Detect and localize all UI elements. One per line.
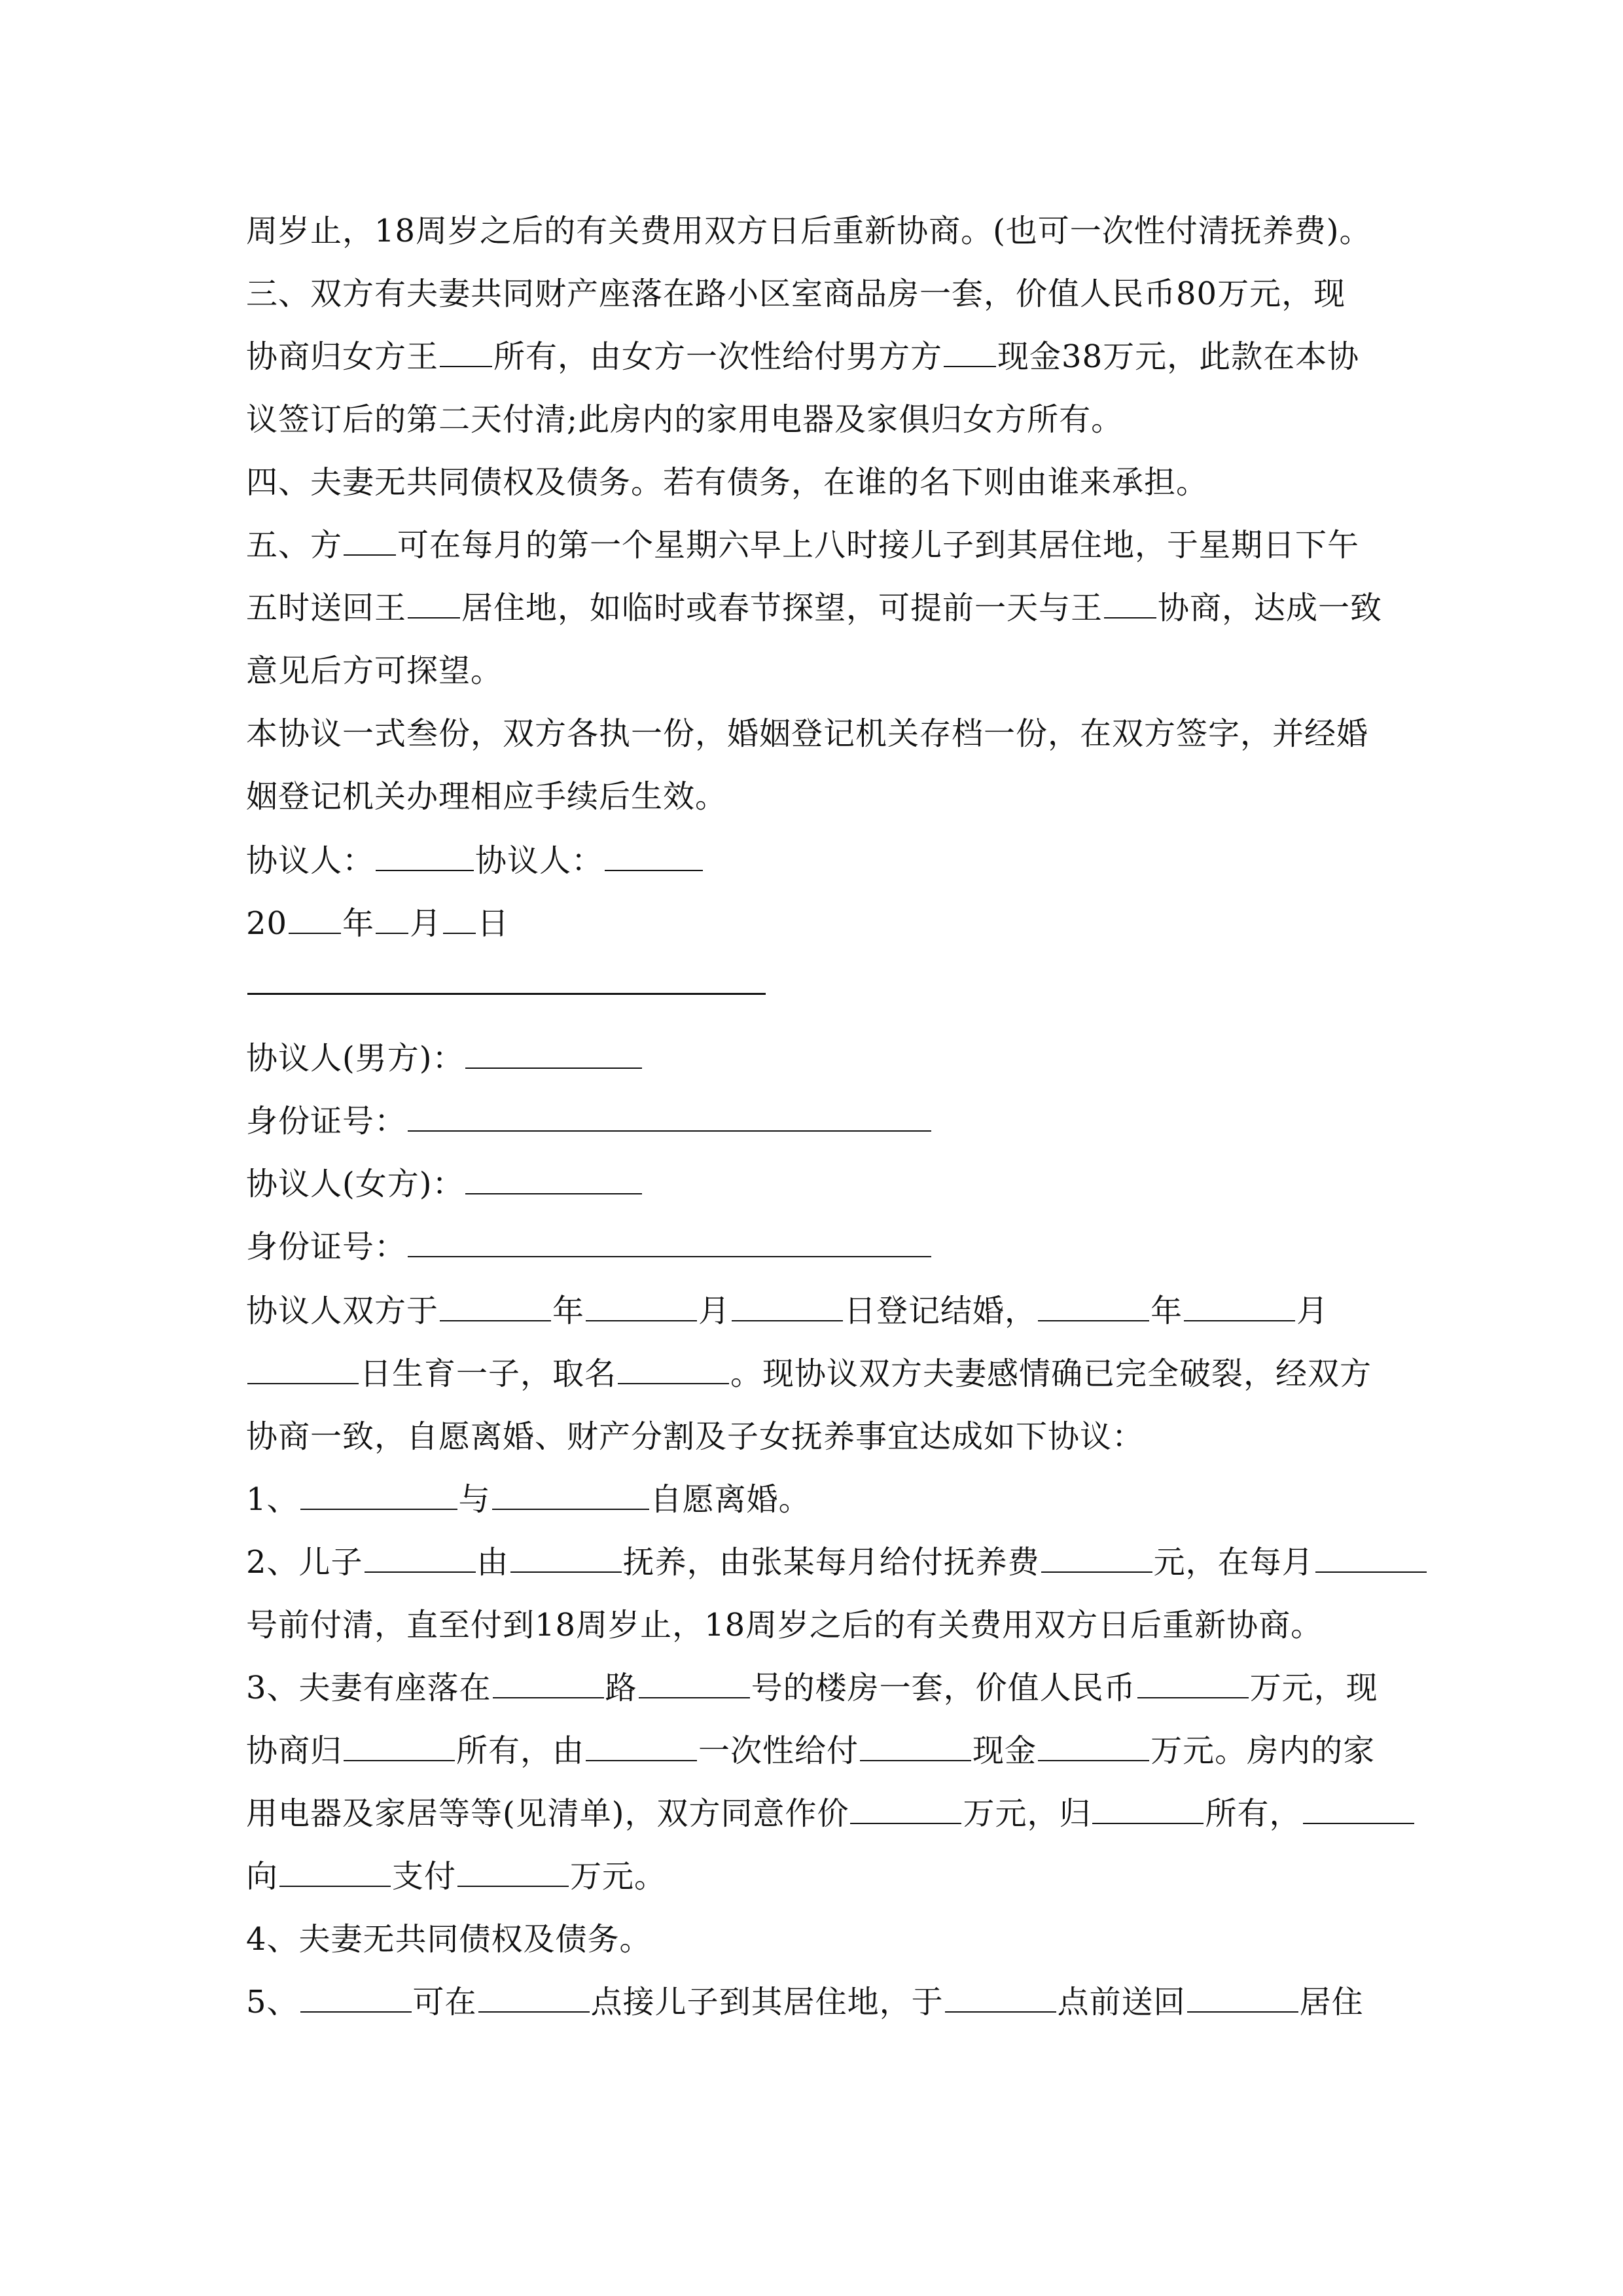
text-segment: 现金38万元，此款在本协 — [997, 338, 1360, 375]
text-segment: 年 — [1150, 1293, 1183, 1329]
text-line — [246, 450, 1385, 514]
blank-underline — [300, 1471, 457, 1510]
blank-underline — [510, 1534, 622, 1573]
blank-underline — [1041, 1534, 1152, 1573]
blank-underline — [1187, 1973, 1298, 2013]
text-line — [246, 1593, 1385, 1657]
text-line — [246, 1844, 1385, 1909]
text-segment: 路 — [605, 1670, 637, 1706]
blank-underline — [1303, 1785, 1414, 1824]
text-segment: 日登记结婚， — [844, 1293, 1037, 1329]
text-line — [246, 1719, 1385, 1783]
id-number-blank — [408, 1218, 931, 1257]
blank-underline — [639, 1659, 750, 1698]
text-segment: 自愿离婚。 — [650, 1481, 811, 1518]
text-segment: 支付 — [392, 1858, 457, 1895]
id-label: 身份证号： — [246, 1229, 407, 1265]
party-b-label: 协议人： — [475, 842, 604, 879]
blank-underline — [586, 1282, 697, 1321]
text-line — [246, 1782, 1385, 1846]
text-segment: 号的楼房一套，价值人民币 — [751, 1670, 1136, 1706]
text-segment: 姻登记机关办理相应手续后生效。 — [246, 778, 728, 815]
text-line — [246, 1342, 1385, 1406]
text-segment: 日生育一子，取名 — [360, 1355, 617, 1392]
text-segment: 可在每月的第一个星期六早上八时接儿子到其居住地，于星期日下午 — [397, 527, 1360, 564]
text-line — [246, 1907, 1385, 1971]
text-segment: 向 — [246, 1858, 279, 1895]
text-line — [246, 1656, 1385, 1720]
text-segment: 5、 — [246, 1984, 299, 2020]
text-segment: 协商归女方王 — [246, 338, 439, 375]
text-segment: 现金 — [972, 1732, 1037, 1769]
text-line — [246, 702, 1385, 766]
text-segment: 居住地，如临时或春节探望，可提前一天与王 — [461, 590, 1103, 626]
text-segment: 。现协议双方夫妻感情确已完全破裂，经双方 — [730, 1355, 1372, 1392]
male-party-label: 协议人(男方)： — [246, 1040, 465, 1077]
text-segment: 与 — [458, 1481, 491, 1518]
text-segment: 协商一致，自愿离婚、财产分割及子女抚养事宜达成如下协议： — [246, 1418, 1145, 1455]
blank-underline — [478, 1973, 590, 2013]
text-segment: 协议人双方于 — [246, 1293, 439, 1329]
blank-underline — [1038, 1282, 1149, 1321]
text-segment: 用电器及家居等等(见清单)，双方同意作价 — [246, 1795, 849, 1832]
blank-underline — [247, 1345, 359, 1384]
text-line — [246, 1467, 1385, 1532]
signature-line — [246, 829, 1385, 893]
blank-underline — [1137, 1659, 1249, 1698]
blank-underline — [440, 1282, 551, 1321]
blank-underline — [1038, 1722, 1149, 1761]
text-segment: 议签订后的第二天付清;此房内的家用电器及家俱归女方所有。 — [246, 401, 1124, 438]
text-segment: 月 — [1296, 1293, 1329, 1329]
female-party-line — [246, 1152, 1385, 1216]
blank-underline — [440, 328, 492, 367]
text-line — [246, 513, 1385, 577]
blank-underline — [1184, 1282, 1295, 1321]
blank-underline — [344, 1722, 455, 1761]
blank-underline — [850, 1785, 961, 1824]
text-segment: 1、 — [246, 1481, 299, 1518]
date-line — [246, 891, 1385, 956]
id-line-female — [246, 1215, 1385, 1279]
text-segment: 协商归 — [246, 1732, 343, 1769]
blank-underline — [344, 516, 396, 556]
id-number-blank — [408, 1092, 931, 1132]
text-segment: 周岁止，18周岁之后的有关费用双方日后重新协商。(也可一次性付清抚养费)。 — [246, 213, 1372, 249]
text-segment: 本协议一式叁份，双方各执一份，婚姻登记机关存档一份，在双方签字，并经婚 — [246, 715, 1369, 752]
text-segment: 所有， — [1205, 1795, 1302, 1832]
text-line — [246, 764, 1385, 829]
text-line — [246, 387, 1385, 452]
blank-underline — [1092, 1785, 1204, 1824]
text-segment: 万元。房内的家 — [1150, 1732, 1376, 1769]
text-segment: 点接儿子到其居住地，于 — [590, 1984, 944, 2020]
blank-underline — [408, 579, 460, 619]
text-line — [246, 1405, 1385, 1469]
blank-underline — [618, 1345, 729, 1384]
blank-underline — [860, 1722, 971, 1761]
blank-underline — [1104, 579, 1156, 619]
text-segment: 月 — [698, 1293, 731, 1329]
text-segment: 五、方 — [246, 527, 343, 564]
month-blank — [376, 895, 408, 934]
text-segment: 居住 — [1299, 1984, 1364, 2020]
text-segment: 万元，现 — [1249, 1670, 1378, 1706]
text-segment: 抚养，由张某每月给付抚养费 — [622, 1544, 1040, 1581]
blank-underline — [732, 1282, 843, 1321]
text-segment: 五时送回王 — [246, 590, 407, 626]
text-line — [246, 1530, 1385, 1594]
text-line — [246, 325, 1385, 389]
section-divider — [247, 993, 766, 995]
day-blank — [443, 895, 476, 934]
text-line — [246, 262, 1385, 326]
blank-underline — [365, 1534, 476, 1573]
text-segment: 可在 — [412, 1984, 477, 2020]
text-line — [246, 576, 1385, 640]
blank-underline — [944, 328, 996, 367]
date-month-label: 月 — [410, 905, 442, 942]
text-line — [246, 199, 1385, 263]
signature-blank-b — [605, 832, 703, 871]
text-segment: 一次性给付 — [698, 1732, 859, 1769]
signature-blank-a — [376, 832, 474, 871]
female-party-label: 协议人(女方)： — [246, 1166, 465, 1202]
blank-underline — [586, 1722, 697, 1761]
female-name-blank — [465, 1155, 642, 1194]
year-blank — [289, 895, 341, 934]
text-segment: 协商，达成一致 — [1158, 590, 1383, 626]
party-a-label: 协议人： — [246, 842, 375, 879]
text-line — [246, 639, 1385, 703]
male-name-blank — [465, 1030, 642, 1069]
blank-underline — [457, 1848, 569, 1887]
text-segment: 由 — [476, 1544, 509, 1581]
text-segment: 万元，归 — [963, 1795, 1092, 1832]
text-segment: 四、夫妻无共同债权及债务。若有债务，在谁的名下则由谁来承担。 — [246, 464, 1209, 501]
blank-underline — [492, 1471, 649, 1510]
blank-underline — [945, 1973, 1056, 2013]
text-segment: 意见后方可探望。 — [246, 653, 503, 689]
blank-underline — [300, 1973, 412, 2013]
blank-underline — [493, 1659, 604, 1698]
text-line — [246, 1970, 1385, 2034]
text-segment: 4、夫妻无共同债权及债务。 — [246, 1921, 652, 1958]
id-line-male — [246, 1089, 1385, 1153]
text-segment: 所有，由 — [456, 1732, 585, 1769]
text-line — [246, 1279, 1385, 1343]
text-segment: 万元。 — [570, 1858, 667, 1895]
blank-underline — [1315, 1534, 1427, 1573]
id-label: 身份证号： — [246, 1103, 407, 1139]
text-segment: 号前付清，直至付到18周岁止，18周岁之后的有关费用双方日后重新协商。 — [246, 1607, 1323, 1643]
text-segment: 3、夫妻有座落在 — [246, 1670, 491, 1706]
text-segment: 年 — [552, 1293, 585, 1329]
text-segment: 所有，由女方一次性给付男方方 — [493, 338, 943, 375]
date-day-label: 日 — [477, 905, 510, 942]
text-segment: 元，在每月 — [1153, 1544, 1314, 1581]
date-year-label: 年 — [342, 905, 375, 942]
text-segment: 点前送回 — [1057, 1984, 1186, 2020]
date-prefix: 20 — [246, 905, 288, 942]
blank-underline — [279, 1848, 391, 1887]
male-party-line — [246, 1026, 1385, 1090]
text-segment: 三、双方有夫妻共同财产座落在路小区室商品房一套，价值人民币80万元，现 — [246, 276, 1346, 312]
text-segment: 2、儿子 — [246, 1544, 363, 1581]
